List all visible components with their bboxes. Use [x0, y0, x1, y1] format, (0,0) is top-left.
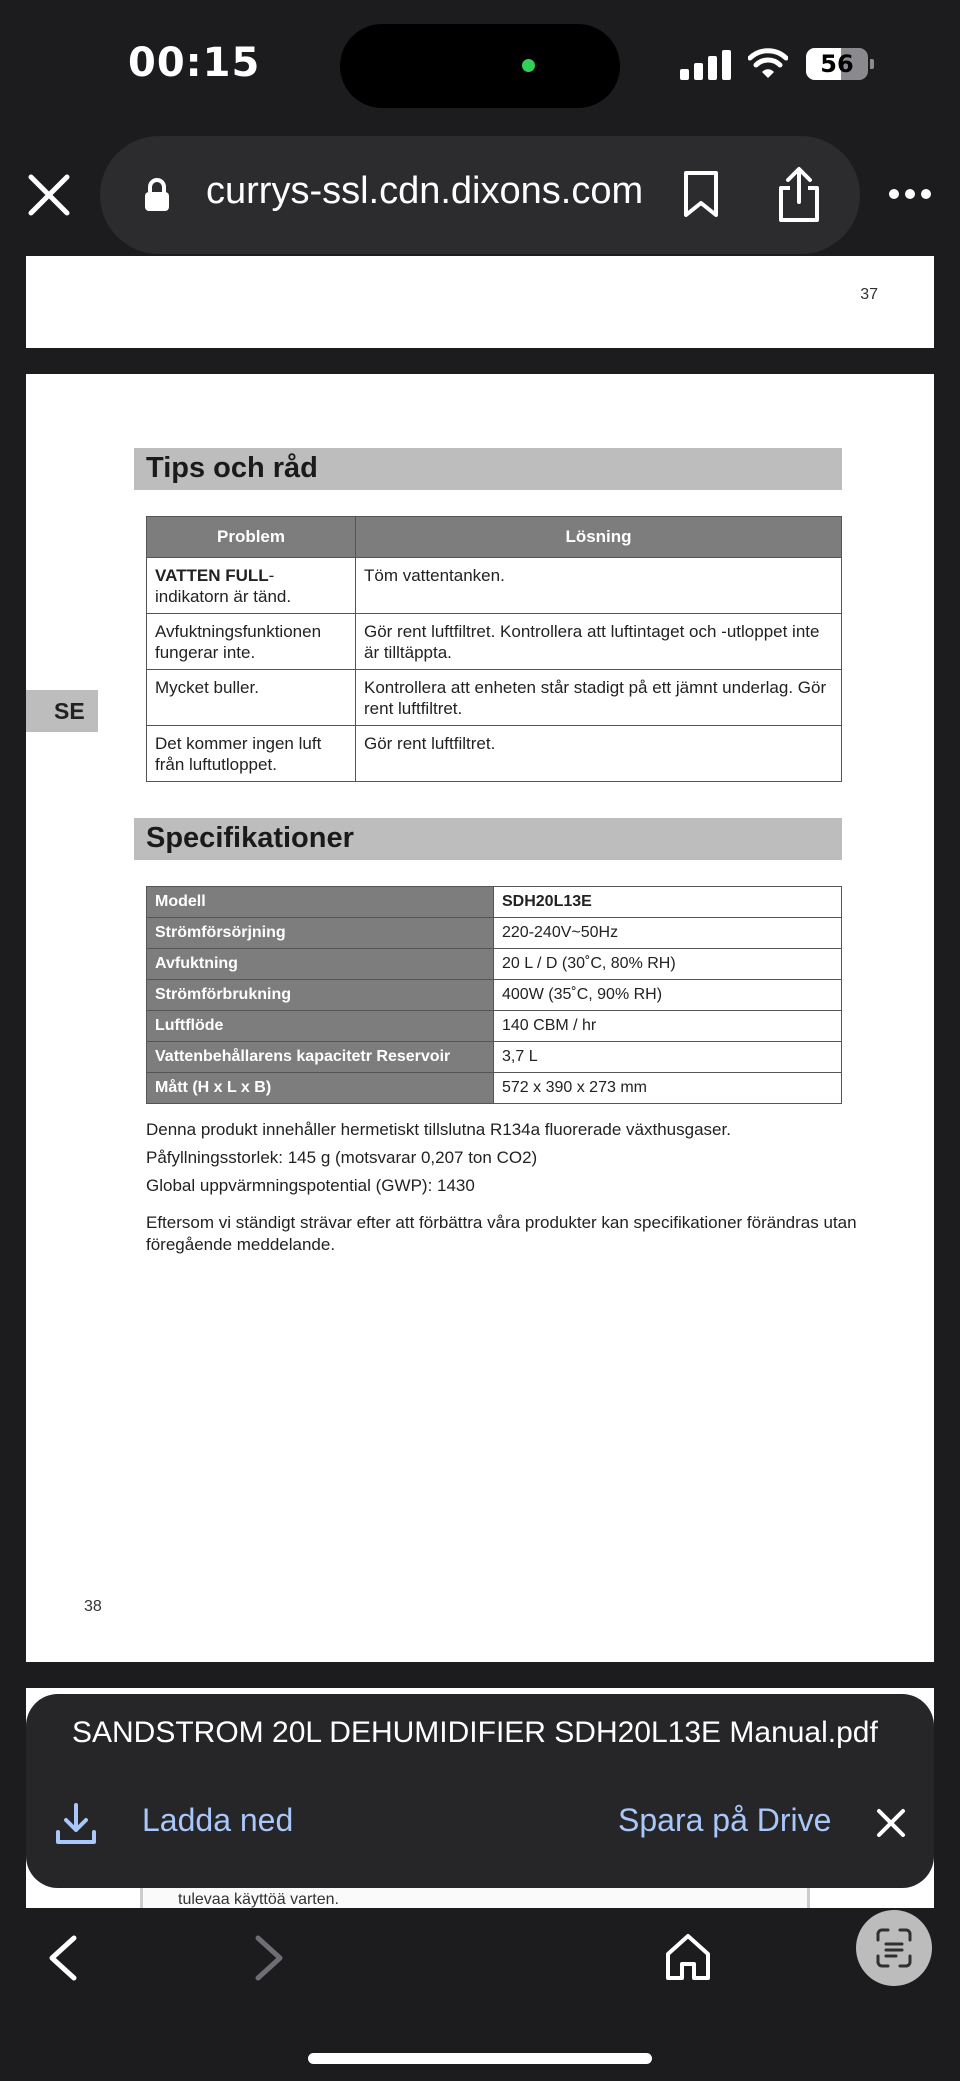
forward-icon[interactable]	[252, 1934, 288, 1982]
refrigerant-note: Denna produkt innehåller hermetiskt tillslutna R134a fluorerade växthusgaser.	[146, 1120, 731, 1139]
download-icon[interactable]	[54, 1802, 98, 1846]
specs-title: Specifikationer	[146, 822, 354, 854]
next-page-text: tulevaa käyttöä varten.	[178, 1891, 339, 1908]
tips-section-header	[134, 448, 842, 490]
page-number: 38	[84, 1598, 102, 1615]
tips-table	[146, 516, 842, 782]
fill-size-note: Påfyllningsstorlek: 145 g (motsvarar 0,207 ton CO2)	[146, 1148, 538, 1167]
solution-cell: Töm vattentanken.	[356, 558, 842, 614]
pdf-page-38	[26, 374, 934, 1662]
table-row	[147, 614, 842, 670]
specs-table	[146, 886, 842, 1104]
problem-text: - indikatorn är tänd.	[155, 566, 292, 606]
tips-title: Tips och råd	[146, 452, 318, 484]
table-row	[147, 726, 842, 782]
spec-value: 20 L / D (30˚C, 80% RH)	[494, 949, 842, 980]
table-row	[147, 949, 842, 980]
home-indicator[interactable]	[308, 2053, 652, 2064]
problem-cell	[147, 558, 356, 614]
table-row	[147, 670, 842, 726]
column-header-solution: Lösning	[356, 517, 842, 558]
solution-cell: Kontrollera att enheten står stadigt på ett jämnt underlag. Gör rent luftfiltret.	[356, 670, 842, 726]
close-icon[interactable]	[26, 172, 72, 218]
table-row	[147, 980, 842, 1011]
spec-value: 3,7 L	[494, 1042, 842, 1073]
spec-label: Modell	[147, 887, 494, 918]
spec-value: 400W (35˚C, 90% RH)	[494, 980, 842, 1011]
lens-button[interactable]	[856, 1910, 932, 1986]
spec-label: Vattenbehållarens kapacitetr Reservoir	[147, 1042, 494, 1073]
language-tab-label: SE	[54, 698, 85, 724]
file-name: SANDSTROM 20L DEHUMIDIFIER SDH20L13E Manual.pdf	[72, 1716, 878, 1749]
home-icon[interactable]	[664, 1932, 712, 1982]
spec-label: Strömförsörjning	[147, 918, 494, 949]
table-row	[147, 1073, 842, 1104]
camera-indicator-dot	[522, 59, 535, 72]
back-icon[interactable]	[44, 1934, 80, 1982]
disclaimer-note: Eftersom vi ständigt strävar efter att förbättra våra produkter kan specifikationer förändras utan föregående meddelande.	[146, 1213, 857, 1254]
share-icon[interactable]	[776, 166, 822, 224]
solution-cell: Gör rent luftfiltret. Kontrollera att luftintaget och -utloppet inte är tilltäppta.	[356, 614, 842, 670]
table-row	[147, 1011, 842, 1042]
dynamic-island	[340, 24, 620, 108]
url-text[interactable]: currys-ssl.cdn.dixons.com	[206, 170, 644, 212]
cellular-signal-icon	[680, 50, 732, 80]
problem-cell: Avfuktningsfunktionen fungerar inte.	[147, 614, 356, 670]
bookmark-icon[interactable]	[682, 170, 720, 218]
spec-value: 572 x 390 x 273 mm	[494, 1073, 842, 1104]
more-options-icon[interactable]	[888, 186, 932, 202]
download-button[interactable]: Ladda ned	[142, 1802, 294, 1838]
problem-cell: Det kommer ingen luft från luftutloppet.	[147, 726, 356, 782]
table-row	[147, 558, 842, 614]
battery-icon	[806, 48, 874, 80]
spec-label: Mått (H x L x B)	[147, 1073, 494, 1104]
lens-icon	[856, 1910, 932, 1986]
spec-label: Avfuktning	[147, 949, 494, 980]
spec-value: 220-240V~50Hz	[494, 918, 842, 949]
battery-percentage: 56	[820, 50, 854, 78]
close-banner-icon[interactable]	[876, 1808, 906, 1838]
lock-icon	[144, 178, 170, 212]
problem-cell: Mycket buller.	[147, 670, 356, 726]
table-row	[147, 918, 842, 949]
status-time: 00:15	[128, 40, 261, 86]
solution-cell: Gör rent luftfiltret.	[356, 726, 842, 782]
spec-label: Strömförbrukning	[147, 980, 494, 1011]
table-row	[147, 1042, 842, 1073]
spec-value: SDH20L13E	[494, 887, 842, 918]
spec-label: Luftflöde	[147, 1011, 494, 1042]
spec-value: 140 CBM / hr	[494, 1011, 842, 1042]
table-row	[147, 887, 842, 918]
column-header-problem: Problem	[147, 517, 356, 558]
wifi-icon	[748, 46, 788, 80]
table-header-row	[147, 517, 842, 558]
specs-section-header	[134, 818, 842, 860]
problem-bold-text: VATTEN FULL	[155, 566, 269, 585]
save-to-drive-button[interactable]: Spara på Drive	[618, 1802, 832, 1838]
language-tab	[26, 690, 98, 732]
pdf-page-37	[26, 256, 934, 348]
page-number: 37	[860, 286, 878, 303]
gwp-note: Global uppvärmningspotential (GWP): 1430	[146, 1176, 475, 1195]
